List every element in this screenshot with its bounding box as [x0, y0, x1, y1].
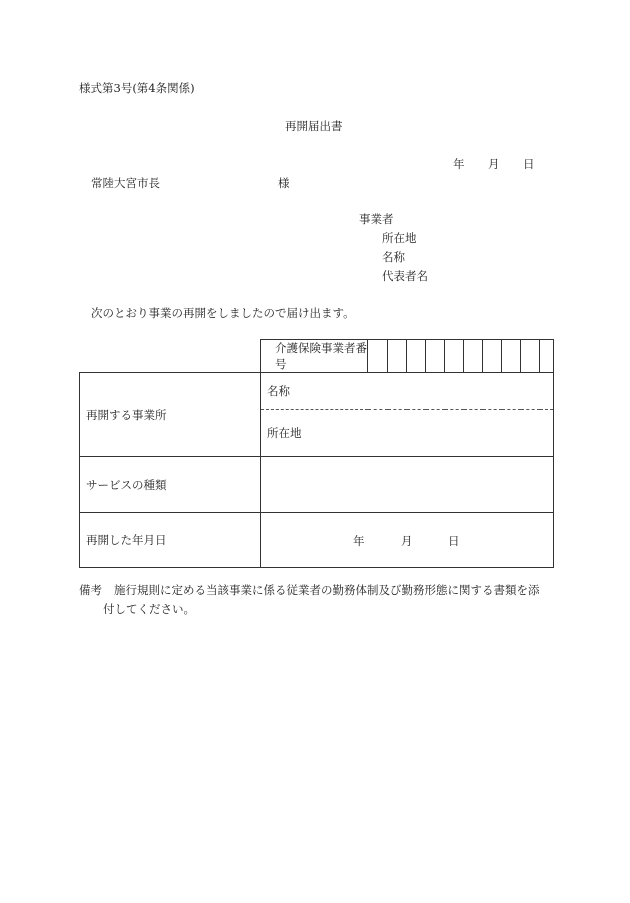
empty-corner-cell — [80, 340, 261, 373]
addressee-name: 常陸大宮市長 — [91, 176, 160, 190]
applicant-address-label: 所在地 — [382, 231, 417, 245]
insurance-number-digit-box[interactable] — [521, 340, 540, 373]
date-year: 年 — [453, 157, 465, 171]
service-type-field[interactable] — [261, 457, 554, 513]
applicant-representative-label: 代表者名 — [382, 269, 428, 283]
applicant-heading: 事業者 — [359, 212, 394, 226]
service-type-label: サービスの種類 — [80, 457, 261, 513]
service-type-row — [80, 457, 554, 513]
document-title: 再開届出書 — [285, 119, 343, 133]
reopen-date-row — [80, 513, 554, 568]
reopen-date-day: 日 — [448, 534, 460, 548]
remarks-label: 備考 — [79, 583, 102, 597]
insurance-number-digit-box[interactable] — [502, 340, 521, 373]
insurance-number-digit-box[interactable] — [464, 340, 483, 373]
facility-name-label[interactable]: 名称 — [261, 373, 554, 410]
facility-name-row — [80, 373, 554, 410]
remarks-line-1: 施行規則に定める当該事業に係る従業者の勤務体制及び勤務形態に関する書類を添 — [114, 583, 540, 597]
reopen-date-label: 再開した年月日 — [80, 513, 261, 568]
applicant-name-label: 名称 — [382, 250, 405, 264]
insurance-number-digit-box[interactable] — [368, 340, 388, 373]
insurance-number-digit-box[interactable] — [445, 340, 464, 373]
reopen-form-table — [79, 339, 554, 568]
reopen-date-field[interactable] — [261, 513, 554, 568]
date-day: 日 — [523, 157, 535, 171]
insurance-number-digit-box[interactable] — [483, 340, 502, 373]
facility-label: 再開する事業所 — [80, 373, 261, 457]
date-month: 月 — [488, 157, 500, 171]
remarks-line-2: 付してください。 — [103, 602, 195, 616]
insurance-number-digit-box[interactable] — [388, 340, 407, 373]
addressee-honorific: 様 — [278, 176, 290, 190]
insurance-number-digit-box[interactable] — [426, 340, 445, 373]
facility-address-label[interactable]: 所在地 — [261, 410, 554, 457]
insurance-number-row — [80, 340, 554, 373]
insurance-number-label: 介護保険事業者番号 — [261, 340, 368, 373]
intro-text: 次のとおり事業の再開をしましたので届け出ます。 — [91, 306, 355, 320]
reopen-date-month: 月 — [401, 534, 413, 548]
form-number: 様式第3号(第4条関係) — [79, 81, 195, 95]
insurance-number-digit-box[interactable] — [540, 340, 554, 373]
insurance-number-digit-box[interactable] — [407, 340, 426, 373]
reopen-date-year: 年 — [353, 534, 365, 548]
